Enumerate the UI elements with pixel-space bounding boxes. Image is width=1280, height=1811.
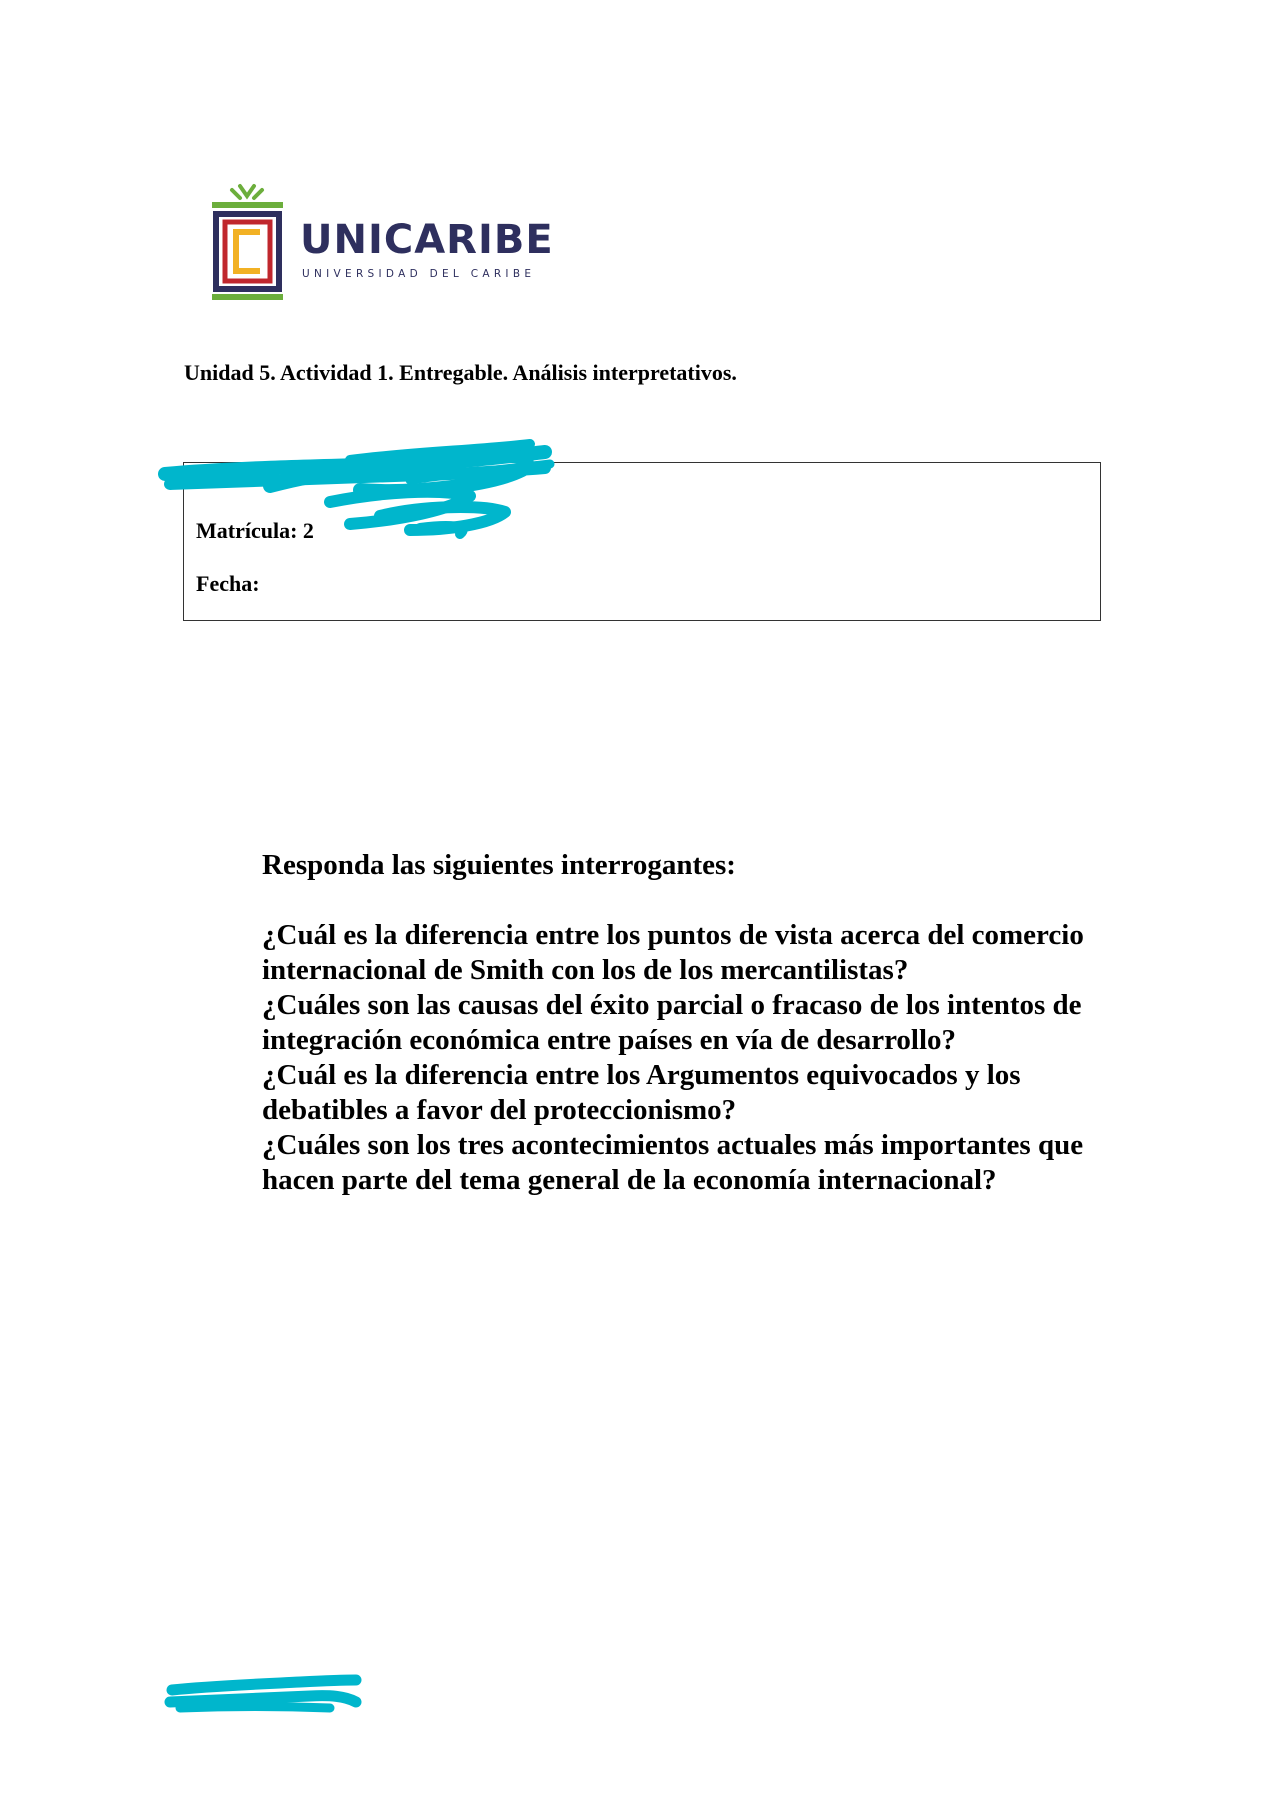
question-3: ¿Cuál es la diferencia entre los Argumentos equivocados y los debatibles a favor del proteccionismo?: [262, 1059, 1021, 1126]
unicaribe-emblem-icon: [210, 180, 285, 305]
matricula-label: Matrícula:: [196, 518, 298, 543]
question-4: ¿Cuáles son los tres acontecimientos actuales más importantes que hacen parte del tema general de la economía internacional?: [262, 1129, 1084, 1196]
matricula-value: 2: [302, 518, 314, 543]
logo-wordmark: UNICARIBE: [300, 217, 554, 263]
fecha-row: [196, 571, 260, 597]
question-2: ¿Cuáles son las causas del éxito parcial o fracaso de los intentos de integración económica entre países en vía de desarrollo?: [262, 989, 1082, 1056]
student-info-box: [183, 462, 1101, 621]
logo-subtitle: UNIVERSIDAD DEL CARIBE: [302, 268, 536, 280]
question-1: ¿Cuál es la diferencia entre los puntos de vista acerca del comercio internacional de Smith con los de los mercantilistas?: [262, 919, 1084, 986]
fecha-label: Fecha:: [196, 571, 260, 596]
redaction-scribble-bottom: [160, 1672, 370, 1722]
unicaribe-logo: [210, 180, 554, 305]
matricula-row: [196, 518, 314, 544]
instruction-text: Responda las siguientes interrogantes:: [262, 849, 736, 881]
questions-block: [262, 848, 1122, 1198]
document-title: Unidad 5. Actividad 1. Entregable. Análisis interpretativos.: [184, 360, 737, 385]
